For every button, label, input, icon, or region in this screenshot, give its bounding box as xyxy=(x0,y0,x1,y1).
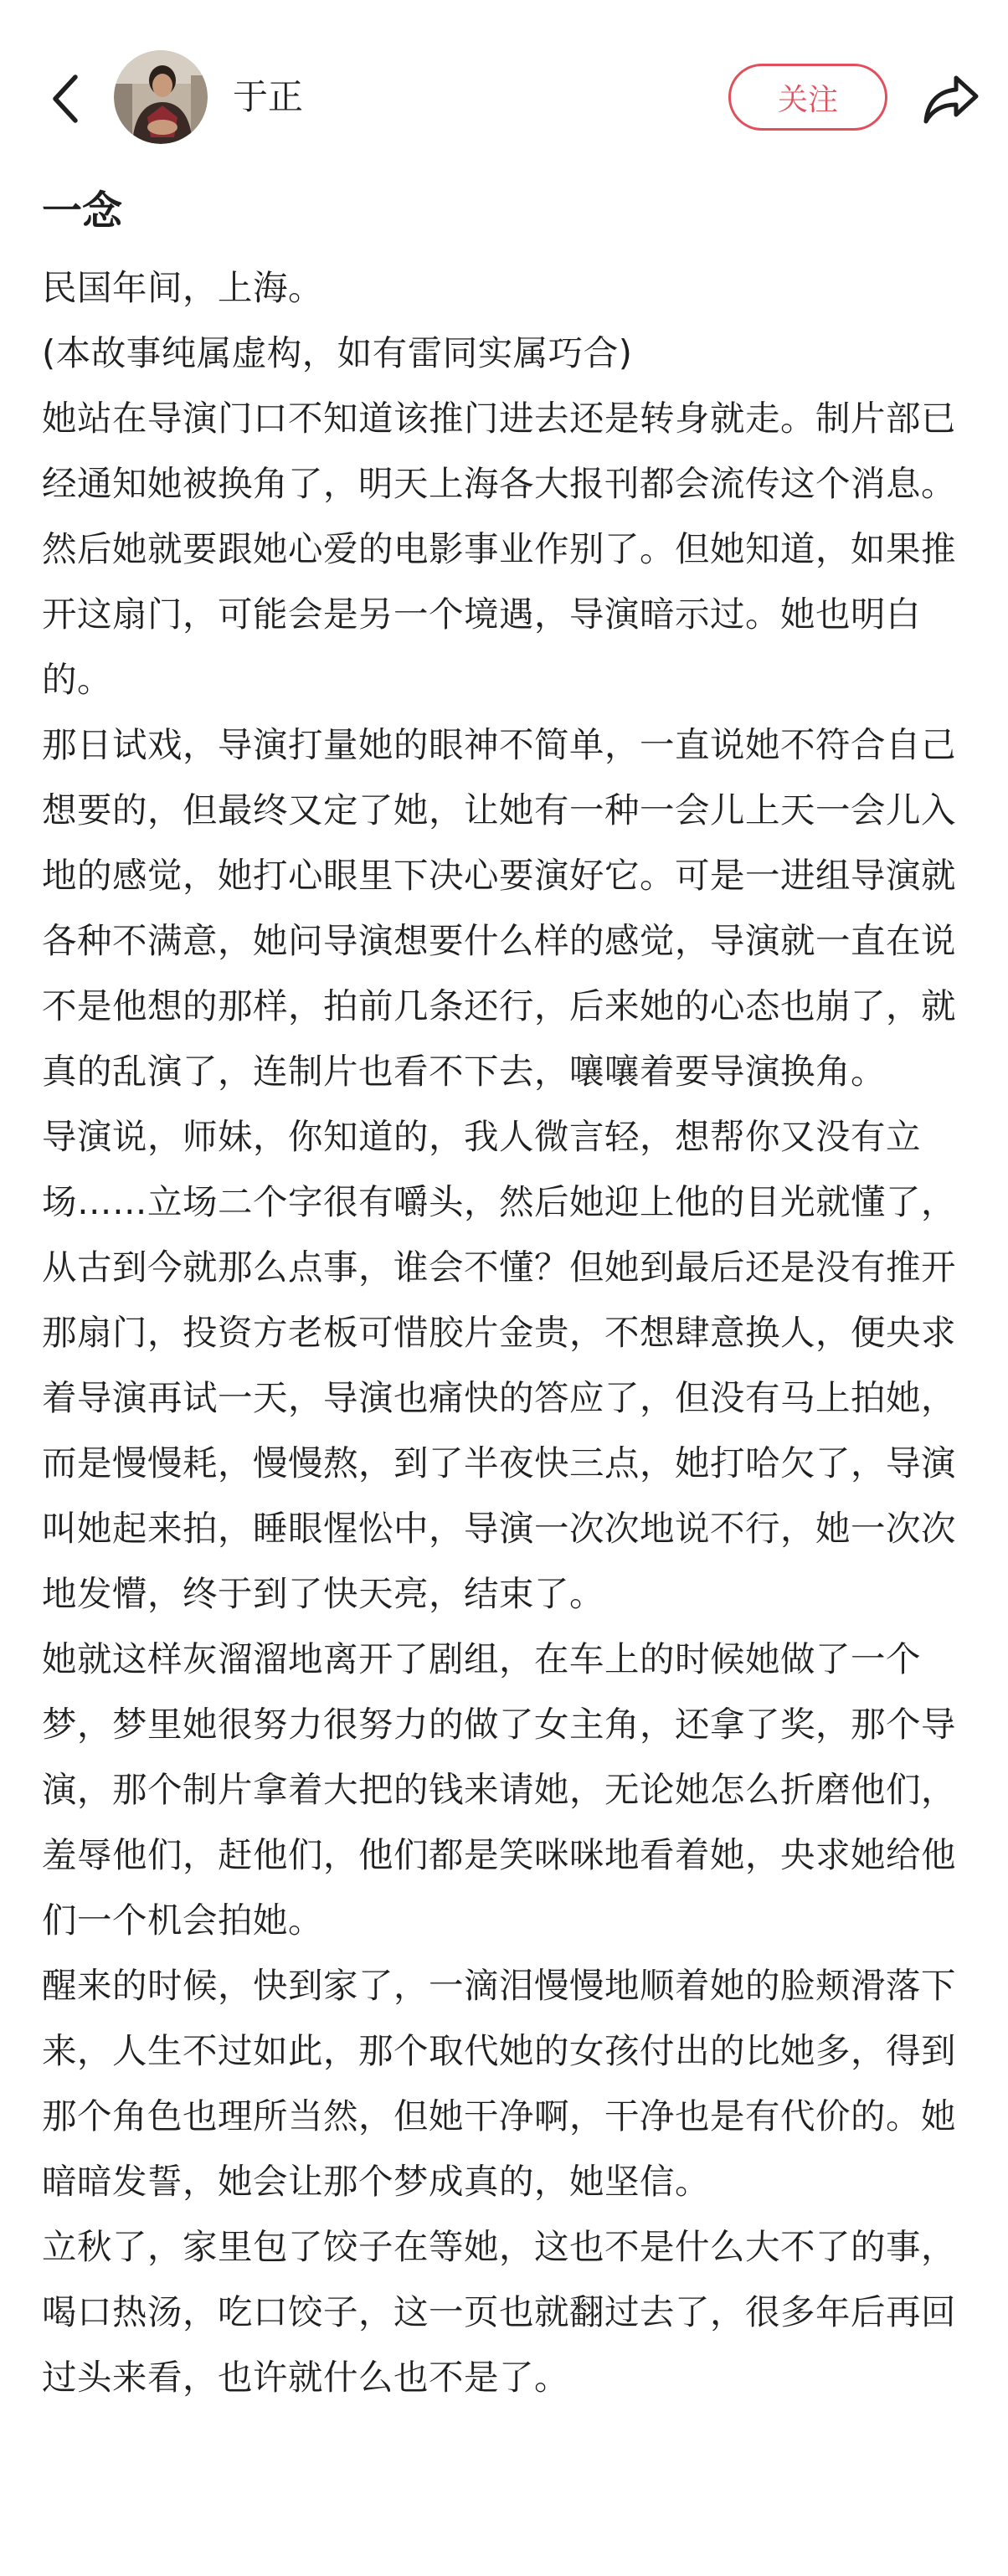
avatar[interactable] xyxy=(114,50,208,144)
share-icon xyxy=(923,73,980,125)
chevron-left-icon xyxy=(49,72,82,126)
article-title: 一念 xyxy=(42,188,123,234)
user-avatar xyxy=(114,50,208,144)
author-name[interactable]: 于正 xyxy=(233,76,304,117)
paragraph: 她就这样灰溜溜地离开了剧组，在车上的时候她做了一个梦，梦里她很努力很努力的做了女主角，还拿了奖，那个导演，那个制片拿着大把的钱来请她，无论她怎么折磨他们，羞辱他们，赶他们，他们都是笑咪咪地看着她，央求她给他们一个机会拍她。 xyxy=(42,1638,957,1941)
paragraph: (本故事纯属虚构，如有雷同实属巧合) xyxy=(42,332,633,373)
share-button[interactable] xyxy=(919,67,983,131)
follow-button[interactable]: 关注 xyxy=(728,64,887,131)
article-header xyxy=(0,0,1008,188)
back-button[interactable] xyxy=(40,65,90,132)
paragraph: 立秋了，家里包了饺子在等她，这也不是什么大不了的事，喝口热汤，吃口饺子，这一页也就翻过去了，很多年后再回过头来看，也许就什么也不是了。 xyxy=(42,2226,957,2398)
paragraph: 她站在导演门口不知道该推门进去还是转身就走。制片部已经通知她被换角了，明天上海各大报刊都会流传这个消息。然后她就要跟她心爱的电影事业作别了。但她知道，如果推开这扇门，可能会是另一个境遇，导演暗示过。她也明白的。 xyxy=(42,398,957,700)
article-body xyxy=(42,255,980,2410)
paragraph: 导演说，师妹，你知道的，我人微言轻，想帮你又没有立场……立场二个字很有嚼头，然后她迎上他的目光就懂了，从古到今就那么点事，谁会不懂？但她到最后还是没有推开那扇门，投资方老板可惜胶片金贵，不想肆意换人，便央求着导演再试一天，导演也痛快的答应了，但没有马上拍她，而是慢慢耗，慢慢熬，到了半夜快三点，她打哈欠了，导演叫她起来拍，睡眼惺忪中，导演一次次地说不行，她一次次地发懵，终于到了快天亮，结束了。 xyxy=(42,1116,957,1614)
paragraph: 民国年间，上海。 xyxy=(42,267,324,308)
paragraph: 醒来的时候，快到家了，一滴泪慢慢地顺着她的脸颊滑落下来，人生不过如此，那个取代她的女孩付出的比她多，得到那个角色也理所当然，但她干净啊，干净也是有代价的。她暗暗发誓，她会让那个梦成真的，她坚信。 xyxy=(42,1965,957,2202)
paragraph: 那日试戏，导演打量她的眼神不简单，一直说她不符合自己想要的，但最终又定了她，让她有一种一会儿上天一会儿入地的感觉，她打心眼里下决心要演好它。可是一进组导演就各种不满意，她问导演想要什么样的感觉，导演就一直在说不是他想的那样，拍前几条还行，后来她的心态也崩了，就真的乱演了，连制片也看不下去，嚷嚷着要导演换角。 xyxy=(42,724,957,1092)
